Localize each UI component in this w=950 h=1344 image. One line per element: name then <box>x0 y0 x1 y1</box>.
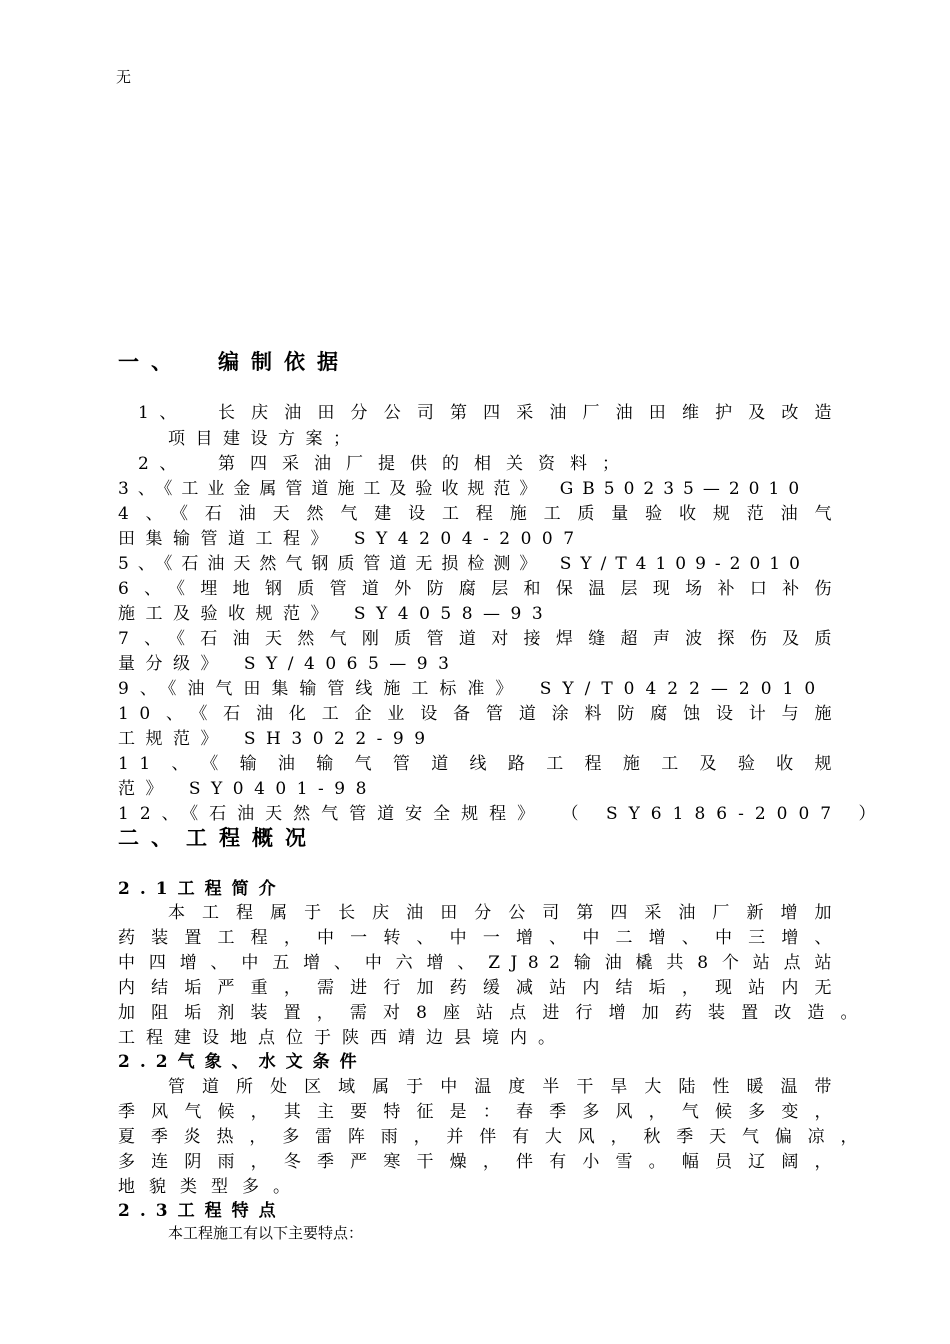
subsection-2-1-heading: 2.1工程简介 <box>118 879 286 899</box>
sub1-line-1: 本工程属于长庆油田分公司第四采油厂新增加 <box>168 903 842 923</box>
section1-title: 编制依据 <box>218 350 350 374</box>
sub2-line-2: 季风气候，其主要特征是：春季多风，气候多变， <box>118 1102 842 1122</box>
item-10-line2: 工规范》 SH3022-99 <box>118 729 436 749</box>
item-5-line: 5、《石油天然气钢质管道无损检测》 SY/T4109-2010 <box>118 554 809 574</box>
item-3-line: 3、《工业金属管道施工及验收规范》 GB50235—2010 <box>118 479 809 499</box>
sub1-line-5: 加阻垢剂装置，需对8座站点进行增加药装置改造。 <box>118 1003 868 1023</box>
sub2-line-3: 夏季炎热，多雷阵雨，并伴有大风，秋季天气偏凉， <box>118 1127 868 1147</box>
item-1-line2: 项目建设方案； <box>168 429 361 449</box>
item-6-line2: 施工及验收规范》 SY4058—93 <box>118 604 554 624</box>
item-1-number: 1、 <box>138 403 187 423</box>
item-6-line1: 6、《埋地钢质管道外防腐层和保温层现场补口补伤 <box>118 579 842 599</box>
subsection-2-2-heading: 2.2气象、水文条件 <box>118 1052 367 1072</box>
section2-title: 工程概况 <box>186 826 318 850</box>
item-9-line: 9、《油气田集输管线施工标准》 SY/T0422—2010 <box>118 679 827 699</box>
item-11-line2: 范》 SY0401-98 <box>118 779 377 799</box>
item-11-line1: 11、《输油输气管道线路工程施工及验收规 <box>118 754 842 774</box>
sub2-line-4: 多连阴雨，冬季严寒干燥，伴有小雪。幅员辽阔， <box>118 1152 842 1172</box>
sub2-line-5: 地貌类型多。 <box>118 1177 304 1197</box>
sub3-intro: 本工程施工有以下主要特点： <box>168 1224 364 1242</box>
section2-number: 二、 <box>118 826 184 850</box>
sub1-line-4: 内结垢严重，需进行加药缓减站内结垢，现站内无 <box>118 978 842 998</box>
sub1-line-3: 中四增、中五增、中六增、ZJ82输油橇共8个站点站 <box>118 953 842 973</box>
item-4-line2: 田集输管道工程》 SY4204-2007 <box>118 529 585 549</box>
top-mark: 无 <box>116 68 132 86</box>
item-4-line1: 4、《石油天然气建设工程施工质量验收规范油气 <box>118 504 842 524</box>
item-7-line2: 量分级》 SY/4065—93 <box>118 654 460 674</box>
item-7-line1: 7、《石油天然气刚质管道对接焊缝超声波探伤及质 <box>118 629 842 649</box>
sub1-line-6: 工程建设地点位于陕西靖边县境内。 <box>118 1028 566 1048</box>
sub1-line-2: 药装置工程，中一转、中一增、中二增、中三增、 <box>118 928 842 948</box>
item-2-line1: 第四采油厂提供的相关资料； <box>218 454 634 474</box>
item-2-number: 2、 <box>138 454 187 474</box>
item-10-line1: 10、《石油化工企业设备管道涂料防腐蚀设计与施 <box>118 704 842 724</box>
subsection-2-3-heading: 2.3工程特点 <box>118 1201 286 1221</box>
section1-number: 一、 <box>118 350 184 374</box>
sub2-line-1: 管道所处区域属于中温度半干旱大陆性暖温带 <box>168 1077 842 1097</box>
item-1-line1: 长庆油田分公司第四采油厂油田维护及改造 <box>218 403 842 423</box>
item-12-line: 12、《石油天然气管道安全规程》 （ SY6186-2007 ） <box>118 804 887 824</box>
